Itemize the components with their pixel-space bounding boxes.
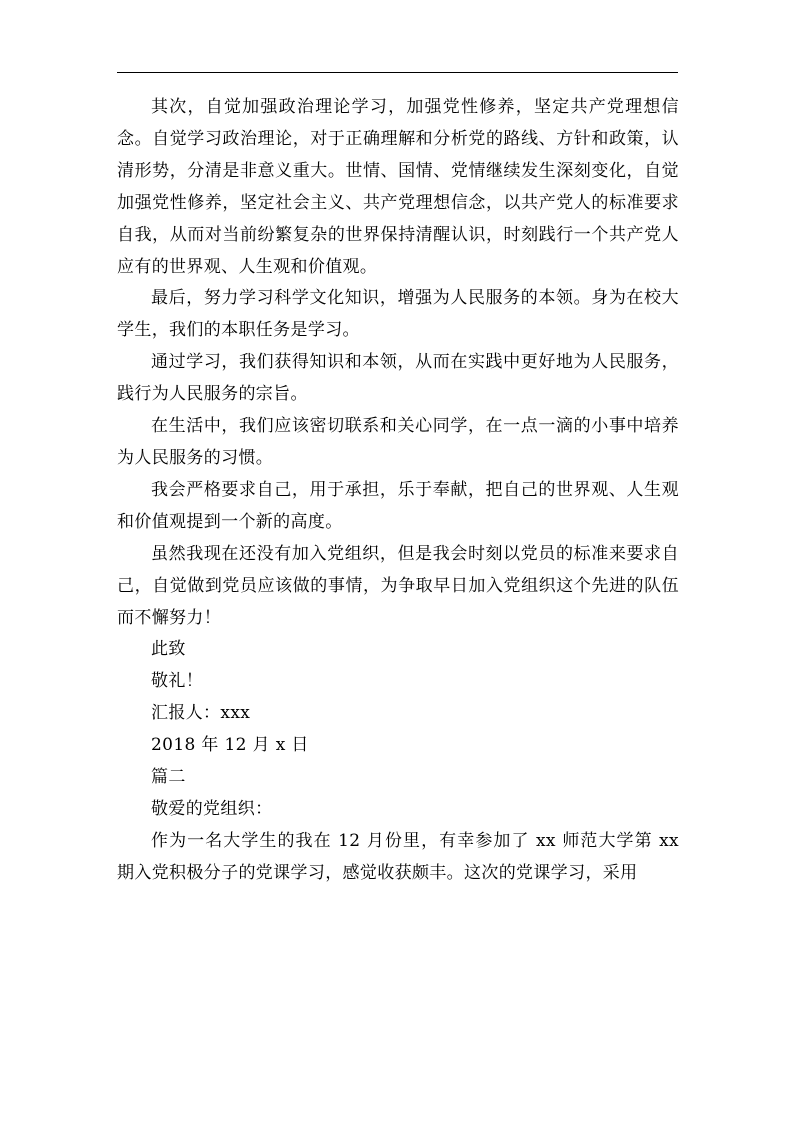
closing-salutation: 此致: [151, 639, 186, 660]
paragraph-party-course: 作为一名大学生的我在 12 月份里，有幸参加了 xx 师范大学第 xx 期入党积极分子的党课学习，感觉收获颇丰。这次的党课学习，采用: [117, 830, 679, 883]
paragraph-self-requirement: 我会严格要求自己，用于承担，乐于奉献，把自己的世界观、人生观和价值观提到一个新的高度。: [117, 479, 679, 532]
paragraph-daily-life: 在生活中，我们应该密切联系和关心同学，在一点一滴的小事中培养为人民服务的习惯。: [117, 416, 679, 468]
section-heading: 篇二: [151, 767, 186, 788]
closing-regards: 敬礼！: [151, 671, 204, 692]
paragraph-political-theory: 其次，自觉加强政治理论学习，加强党性修养，坚定共产党理想信念。自觉学习政治理论，对于正确理解和分析党的路线、方针和政策，认清形势，分清是非意义重大。世情、国情、党情继续发生深刻变化，自觉加强党性修养，坚定社会主义、共产党理想信念，以共产党人的标准要求自我，从而对当前纷繁复杂的世界保持清醒认识，时刻践行一个共产党人应有的世界观、人生观和价值观。: [117, 97, 679, 277]
document-body: [117, 92, 679, 890]
paragraph-join-party: 虽然我现在还没有加入党组织，但是我会时刻以党员的标准来要求自己，自觉做到党员应该做的事情，为争取早日加入党组织这个先进的队伍而不懈努力！: [117, 543, 679, 628]
report-date: 2018 年 12 月 x 日: [151, 735, 309, 756]
paragraph-study-knowledge: 最后，努力学习科学文化知识，增强为人民服务的本领。身为在校大学生，我们的本职任务是学习。: [117, 288, 679, 341]
header-rule: [117, 72, 678, 73]
reporter-signature: 汇报人：xxx: [151, 703, 251, 724]
paragraph-through-study: 通过学习，我们获得知识和本领，从而在实践中更好地为人民服务，践行为人民服务的宗旨。: [117, 352, 679, 405]
letter-greeting: 敬爱的党组织：: [151, 798, 273, 819]
